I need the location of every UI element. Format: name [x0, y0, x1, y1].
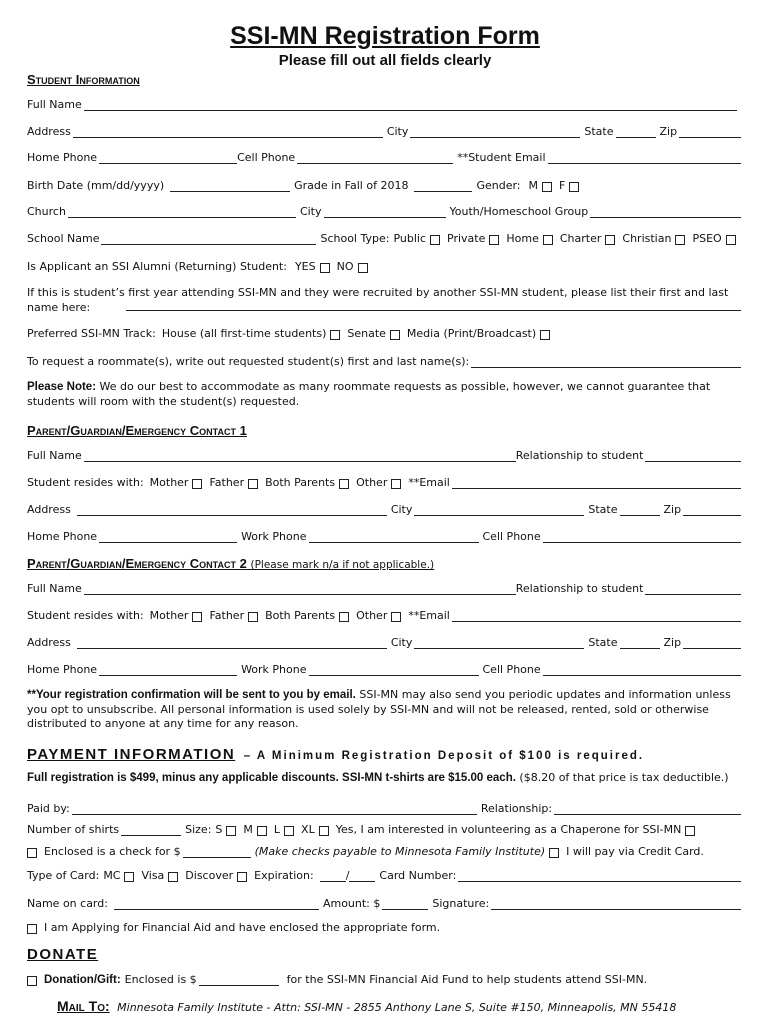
- gender-m-label: M: [528, 179, 539, 192]
- check-row: [27, 842, 741, 858]
- credit-card-label: I will pay via Credit Card.: [566, 845, 704, 858]
- parent1-city-label: City: [390, 503, 413, 516]
- parent2-relationship-label: Relationship to student: [515, 582, 644, 595]
- email-note-bold: **Your registration confirmation will be sent to you by email.: [27, 689, 356, 701]
- payment-heading-title: PAYMENT INFORMATION: [27, 746, 236, 763]
- mail-to-label: Mail To:: [57, 998, 110, 1014]
- parent1-work-phone-label: Work Phone: [241, 530, 307, 543]
- school-type-label: School Type:: [320, 232, 390, 245]
- parent1-cell-phone-label: Cell Phone: [482, 530, 541, 543]
- student-full-name-field[interactable]: [84, 99, 737, 111]
- card-number-field[interactable]: [458, 870, 741, 882]
- student-phone-row: [27, 148, 741, 164]
- parent2-city-field[interactable]: [414, 637, 584, 649]
- donation-label: Donation/Gift:: [44, 974, 121, 986]
- paid-by-row: [27, 799, 741, 815]
- birth-date-field[interactable]: [170, 180, 290, 192]
- student-church-row: [27, 202, 741, 218]
- parent2-section-heading: [27, 556, 434, 571]
- shirts-row: [27, 820, 741, 836]
- church-label: Church: [27, 205, 66, 218]
- parent2-work-phone-field[interactable]: [309, 664, 479, 676]
- full-registration-bold: Full registration is $499, minus any applicable discounts. SSI-MN t-shirts are $15.00 each.: [27, 772, 516, 784]
- track-house-checkbox[interactable]: [330, 330, 340, 340]
- school-type-pseo-checkbox[interactable]: [726, 235, 736, 245]
- parent2-relationship-field[interactable]: [645, 583, 741, 595]
- size-xl-label: XL: [301, 823, 315, 836]
- grade-field[interactable]: [414, 180, 472, 192]
- school-type-christian-checkbox[interactable]: [675, 235, 685, 245]
- card-type-row: [27, 866, 741, 882]
- parent1-relationship-field[interactable]: [645, 450, 741, 462]
- card-visa-label: Visa: [141, 869, 165, 882]
- parent2-resides-other-checkbox[interactable]: [391, 612, 401, 622]
- parent1-relationship-label: Relationship to student: [515, 449, 644, 462]
- zip-label: Zip: [659, 125, 678, 138]
- school-name-label: School Name: [27, 232, 100, 245]
- parent2-resides-mother-label: Mother: [149, 609, 189, 622]
- financial-aid-label: I am Applying for Financial Aid and have enclosed the appropriate form.: [44, 921, 441, 934]
- paid-by-label: Paid by:: [27, 802, 70, 815]
- roommate-label: To request a roommate(s), write out requested student(s) first and last name(s):: [27, 355, 470, 368]
- school-type-charter-checkbox[interactable]: [605, 235, 615, 245]
- payment-heading-sub: – A Minimum Registration Deposit of $100 is required.: [243, 750, 645, 762]
- grade-label: Grade in Fall of 2018: [294, 179, 409, 192]
- card-mc-checkbox[interactable]: [124, 872, 134, 882]
- parent1-resides-both-checkbox[interactable]: [339, 479, 349, 489]
- card-visa-checkbox[interactable]: [168, 872, 178, 882]
- parent2-resides-other-label: Other: [356, 609, 388, 622]
- parent2-state-label: State: [588, 636, 618, 649]
- parent1-resides-both-label: Both Parents: [265, 476, 336, 489]
- parent1-zip-label: Zip: [663, 503, 682, 516]
- num-shirts-label: Number of shirts: [27, 823, 120, 836]
- alumni-yes-checkbox[interactable]: [320, 263, 330, 273]
- name-on-card-field[interactable]: [114, 898, 319, 910]
- track-row: [27, 324, 741, 340]
- parent2-resides-both-label: Both Parents: [265, 609, 336, 622]
- check-enclosed-checkbox[interactable]: [27, 848, 37, 858]
- school-type-home-checkbox[interactable]: [543, 235, 553, 245]
- signature-label: Signature:: [432, 897, 490, 910]
- size-s-label: S: [215, 823, 223, 836]
- school-type-home-label: Home: [506, 232, 539, 245]
- track-label: Preferred SSI-MN Track:: [27, 327, 156, 340]
- name-on-card-row: [27, 894, 741, 910]
- size-xl-checkbox[interactable]: [319, 826, 329, 836]
- donation-amount-field[interactable]: [199, 974, 279, 986]
- full-registration-text: ($8.20 of that price is tax deductible.): [519, 771, 729, 784]
- track-senate-checkbox[interactable]: [390, 330, 400, 340]
- parent1-full-name-label: Full Name: [27, 449, 82, 462]
- roommate-note: [27, 380, 743, 409]
- youth-group-label: Youth/Homeschool Group: [449, 205, 589, 218]
- parent1-phone-row: [27, 527, 741, 543]
- track-house-label: House (all first-time students): [161, 327, 327, 340]
- parent2-work-phone-label: Work Phone: [241, 663, 307, 676]
- school-type-charter-label: Charter: [559, 232, 602, 245]
- recruited-text: If this is student’s first year attending SSI-MN and they were recruited by another SSI-MN student, please list their first and last name here:: [27, 286, 729, 314]
- parent1-state-label: State: [588, 503, 618, 516]
- size-m-label: M: [243, 823, 253, 836]
- parent2-heading-note: (Please mark n/a if not applicable.): [250, 559, 435, 571]
- parent2-resides-both-checkbox[interactable]: [339, 612, 349, 622]
- parent1-state-field[interactable]: [620, 504, 660, 516]
- parent2-address-field[interactable]: [77, 637, 387, 649]
- chaperone-checkbox[interactable]: [685, 826, 695, 836]
- parent1-zip-field[interactable]: [683, 504, 741, 516]
- recruited-name-field[interactable]: [126, 299, 741, 311]
- parent1-resides-other-checkbox[interactable]: [391, 479, 401, 489]
- state-label: State: [584, 125, 614, 138]
- email-note-paragraph: [27, 688, 743, 732]
- name-on-card-label: Name on card:: [27, 897, 108, 910]
- note-text: We do our best to accommodate as many roommate requests as possible, however, we cannot guarantee that students will room with the student(s) requested.: [27, 380, 711, 408]
- parent2-zip-field[interactable]: [683, 637, 741, 649]
- school-type-christian-label: Christian: [622, 232, 672, 245]
- parent1-section-heading: Parent/Guardian/Emergency Contact 1: [27, 423, 247, 438]
- form-subtitle: Please fill out all fields clearly: [278, 52, 492, 69]
- donation-enclosed-label: Enclosed is $: [124, 973, 197, 986]
- school-type-public-checkbox[interactable]: [430, 235, 440, 245]
- school-name-field[interactable]: [101, 233, 316, 245]
- parent2-state-field[interactable]: [620, 637, 660, 649]
- parent2-zip-label: Zip: [663, 636, 682, 649]
- track-media-label: Media (Print/Broadcast): [406, 327, 537, 340]
- church-field[interactable]: [68, 206, 296, 218]
- check-amount-field[interactable]: [183, 846, 251, 858]
- financial-aid-checkbox[interactable]: [27, 924, 37, 934]
- roommate-field[interactable]: [471, 356, 741, 368]
- paid-by-field[interactable]: [72, 803, 477, 815]
- city-label: City: [386, 125, 409, 138]
- school-type-public-label: Public: [393, 232, 427, 245]
- parent2-city-label: City: [390, 636, 413, 649]
- donation-purpose: for the SSI-MN Financial Aid Fund to help students attend SSI-MN.: [286, 973, 648, 986]
- payment-relationship-label: Relationship:: [480, 802, 553, 815]
- parent2-full-name-field[interactable]: [84, 583, 516, 595]
- parent1-city-field[interactable]: [414, 504, 584, 516]
- parent2-resides-father-checkbox[interactable]: [248, 612, 258, 622]
- student-zip-field[interactable]: [679, 126, 741, 138]
- alumni-yes-label: YES: [294, 260, 316, 273]
- student-state-field[interactable]: [616, 126, 656, 138]
- size-l-label: L: [273, 823, 281, 836]
- student-cell-phone-field[interactable]: [297, 152, 453, 164]
- check-payable-note: (Make checks payable to Minnesota Family Institute): [254, 845, 546, 858]
- parent2-email-label: **Email: [408, 609, 450, 622]
- track-senate-label: Senate: [347, 327, 386, 340]
- student-city-field[interactable]: [410, 126, 580, 138]
- mail-to-address: Minnesota Family Institute - Attn: SSI-MN - 2855 Anthony Lane S, Suite #150, Minneapolis, MN 55418: [117, 1001, 677, 1014]
- card-number-label: Card Number:: [379, 869, 457, 882]
- parent1-name-row: [27, 446, 741, 462]
- student-address-field[interactable]: [73, 126, 383, 138]
- full-name-label: Full Name: [27, 98, 82, 111]
- card-mc-label: MC: [103, 869, 121, 882]
- donation-checkbox[interactable]: [27, 976, 37, 986]
- birth-date-label: Birth Date (mm/dd/yyyy): [27, 179, 165, 192]
- card-type-label: Type of Card:: [27, 869, 100, 882]
- parent2-phone-row: [27, 660, 741, 676]
- amount-field[interactable]: [382, 898, 428, 910]
- note-label: Please Note:: [27, 381, 97, 393]
- parent1-work-phone-field[interactable]: [309, 531, 479, 543]
- payment-heading: [27, 746, 644, 764]
- expiration-slash: /: [345, 869, 350, 882]
- size-l-checkbox[interactable]: [284, 826, 294, 836]
- parent2-resides-mother-checkbox[interactable]: [192, 612, 202, 622]
- school-type-private-checkbox[interactable]: [489, 235, 499, 245]
- student-birth-row: [27, 176, 741, 192]
- parent2-cell-phone-field[interactable]: [543, 664, 741, 676]
- church-city-label: City: [299, 205, 322, 218]
- expiration-label: Expiration:: [254, 869, 314, 882]
- expiration-year-field[interactable]: [349, 870, 375, 882]
- parent2-cell-phone-label: Cell Phone: [482, 663, 541, 676]
- student-name-row: [27, 95, 741, 111]
- address-label: Address: [27, 125, 71, 138]
- amount-label: Amount: $: [322, 897, 381, 910]
- full-registration-paragraph: [27, 771, 743, 786]
- student-home-phone-field[interactable]: [99, 152, 237, 164]
- size-label: Size:: [185, 823, 212, 836]
- parent1-resides-father-label: Father: [209, 476, 245, 489]
- parent1-resides-row: [27, 473, 741, 489]
- card-discover-checkbox[interactable]: [237, 872, 247, 882]
- youth-group-field[interactable]: [590, 206, 741, 218]
- alumni-label: Is Applicant an SSI Alumni (Returning) Student:: [27, 260, 287, 273]
- parent1-address-field[interactable]: [77, 504, 387, 516]
- alumni-no-label: NO: [336, 260, 354, 273]
- parent1-resides-other-label: Other: [356, 476, 388, 489]
- parent1-home-phone-label: Home Phone: [27, 530, 98, 543]
- parent1-email-field[interactable]: [452, 477, 741, 489]
- parent2-address-row: [27, 633, 741, 649]
- student-section-heading: Student Information: [27, 72, 140, 87]
- parent2-address-label: Address: [27, 636, 71, 649]
- parent1-address-label: Address: [27, 503, 71, 516]
- parent1-resides-father-checkbox[interactable]: [248, 479, 258, 489]
- parent1-home-phone-field[interactable]: [99, 531, 237, 543]
- check-enclosed-label: Enclosed is a check for $: [44, 845, 181, 858]
- parent1-resides-label: Student resides with:: [27, 476, 144, 489]
- school-type-pseo-label: PSEO: [692, 232, 722, 245]
- track-media-checkbox[interactable]: [540, 330, 550, 340]
- student-school-row: [27, 229, 741, 245]
- parent1-email-label: **Email: [408, 476, 450, 489]
- parent1-resides-mother-label: Mother: [149, 476, 189, 489]
- parent2-home-phone-label: Home Phone: [27, 663, 98, 676]
- size-s-checkbox[interactable]: [226, 826, 236, 836]
- parent2-heading-text: Parent/Guardian/Emergency Contact 2: [27, 556, 247, 571]
- financial-aid-row: [27, 918, 741, 934]
- parent2-full-name-label: Full Name: [27, 582, 82, 595]
- alumni-no-checkbox[interactable]: [358, 263, 368, 273]
- parent2-resides-father-label: Father: [209, 609, 245, 622]
- cell-phone-label: Cell Phone: [237, 151, 296, 164]
- church-city-field[interactable]: [324, 206, 446, 218]
- num-shirts-field[interactable]: [121, 824, 181, 836]
- parent1-full-name-field[interactable]: [84, 450, 516, 462]
- parent2-email-field[interactable]: [452, 610, 741, 622]
- parent2-resides-row: [27, 606, 741, 622]
- parent2-home-phone-field[interactable]: [99, 664, 237, 676]
- size-m-checkbox[interactable]: [257, 826, 267, 836]
- card-discover-label: Discover: [185, 869, 234, 882]
- expiration-month-field[interactable]: [320, 870, 346, 882]
- parent2-name-row: [27, 579, 741, 595]
- signature-field[interactable]: [491, 898, 741, 910]
- school-type-private-label: Private: [447, 232, 486, 245]
- parent2-resides-label: Student resides with:: [27, 609, 144, 622]
- gender-m-checkbox[interactable]: [542, 182, 552, 192]
- student-email-label: **Student Email: [457, 151, 546, 164]
- donate-heading: DONATE: [27, 946, 99, 963]
- mail-to: [57, 998, 676, 1014]
- gender-f-label: F: [559, 179, 566, 192]
- parent1-address-row: [27, 500, 741, 516]
- parent1-cell-phone-field[interactable]: [543, 531, 741, 543]
- payment-relationship-field[interactable]: [554, 803, 741, 815]
- email-note-text: SSI-MN may also send you periodic updates and information unless you opt to unsubscribe. All personal information is used solely by SSI-MN and will not be released, rented, sold or otherwise distributed to anyone at any time for any reason.: [27, 688, 731, 730]
- student-address-row: [27, 122, 741, 138]
- chaperone-label: Yes, I am interested in volunteering as a Chaperone for SSI-MN: [335, 823, 682, 836]
- roommate-row: [27, 352, 741, 368]
- form-title: SSI-MN Registration Form: [230, 22, 540, 50]
- donation-row: [27, 970, 741, 986]
- parent1-resides-mother-checkbox[interactable]: [192, 479, 202, 489]
- credit-card-checkbox[interactable]: [549, 848, 559, 858]
- student-email-field[interactable]: [548, 152, 741, 164]
- home-phone-label: Home Phone: [27, 151, 98, 164]
- gender-f-checkbox[interactable]: [569, 182, 579, 192]
- alumni-row: [27, 257, 741, 273]
- gender-label: Gender:: [476, 179, 521, 192]
